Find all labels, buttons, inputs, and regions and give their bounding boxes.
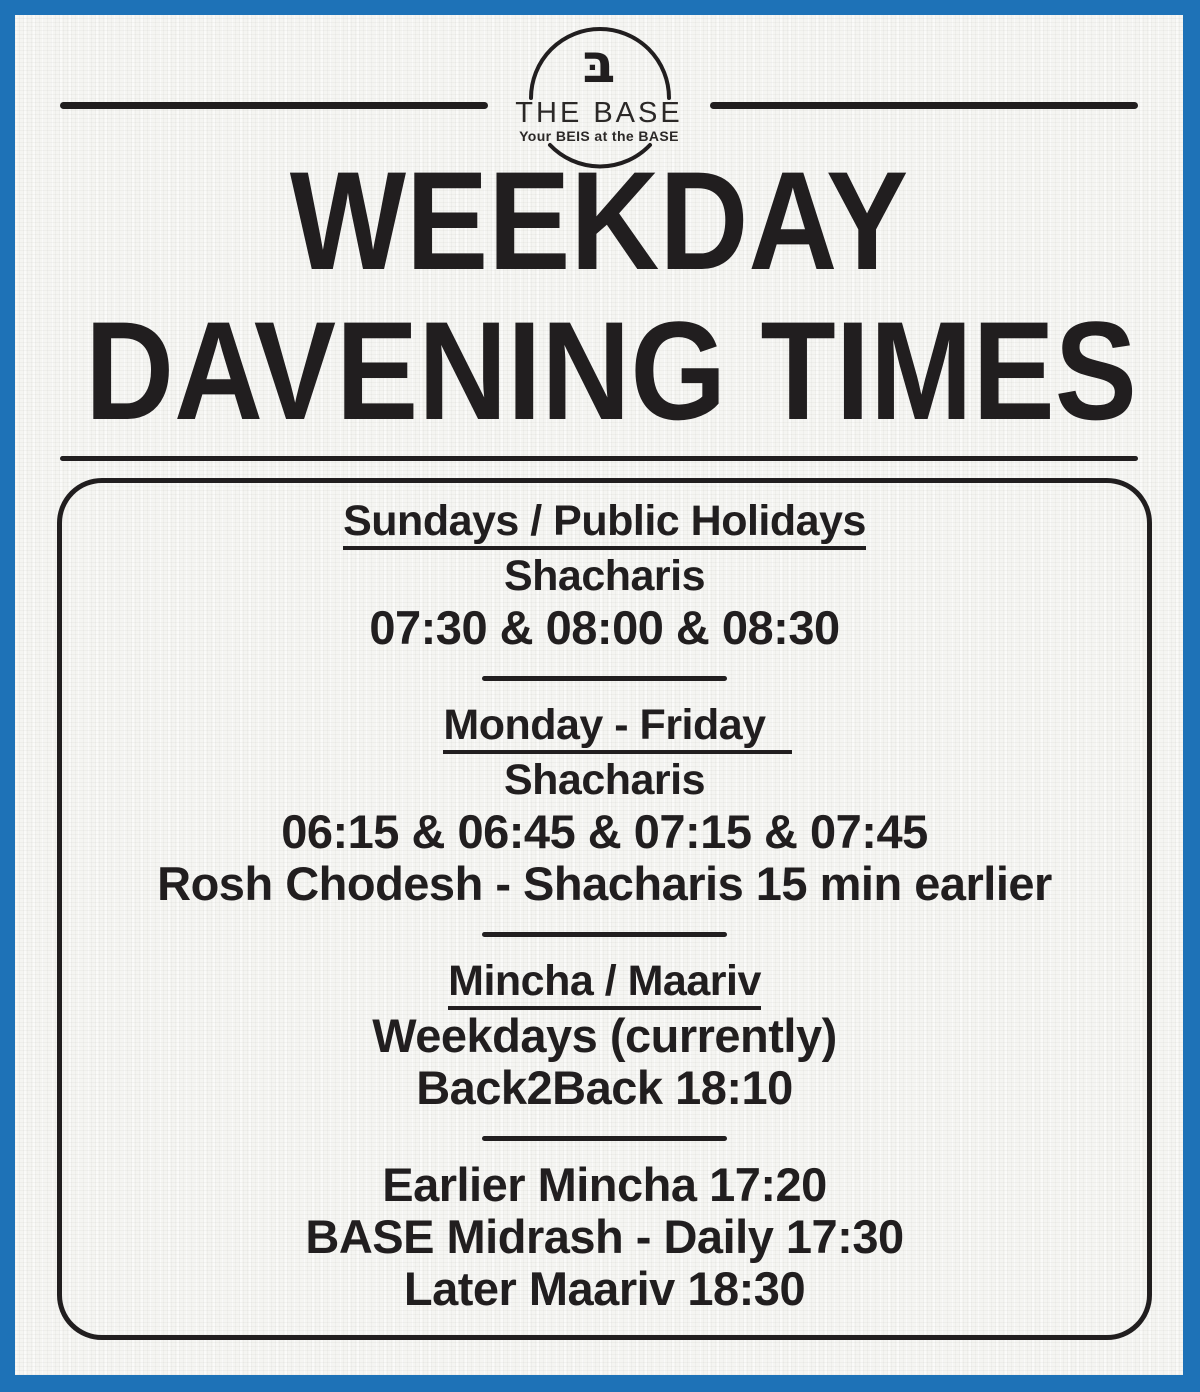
section-heading: Mincha / Maariv: [62, 955, 1147, 1010]
section-divider: [482, 932, 727, 937]
section-other-times: [62, 1159, 1147, 1315]
title-underline: [60, 456, 1138, 461]
section-monday-friday: [62, 699, 1147, 910]
section-divider: [482, 676, 727, 681]
section-heading: Monday - Friday: [62, 699, 1147, 754]
schedule-line: Earlier Mincha 17:20: [382, 1158, 827, 1212]
schedule-line: Weekdays (currently): [372, 1009, 837, 1063]
section-mincha-maariv: [62, 955, 1147, 1114]
schedule-line: Rosh Chodesh - Shacharis 15 min earlier: [157, 857, 1052, 911]
schedule-line: Shacharis: [503, 756, 706, 805]
hebrew-bet-glyph: בּ: [582, 32, 616, 95]
schedule-line: 07:30 & 08:00 & 08:30: [369, 601, 840, 655]
section-divider: [482, 1136, 727, 1141]
schedule-line: 06:15 & 06:45 & 07:15 & 07:45: [281, 805, 928, 859]
section-heading: Sundays / Public Holidays: [62, 495, 1147, 550]
schedule-line: Back2Back 18:10: [416, 1061, 793, 1115]
page-title: [15, 142, 1183, 449]
poster-paper: [15, 15, 1183, 1375]
schedule-line: Later Maariv 18:30: [403, 1262, 806, 1316]
section-sundays: [62, 495, 1147, 654]
brand-name: THE BASE: [515, 97, 683, 129]
brand-tagline: Your BEIS at the BASE: [519, 128, 679, 144]
schedule-line: Shacharis: [503, 552, 706, 601]
schedule-line: BASE Midrash - Daily 17:30: [305, 1210, 904, 1264]
title-line-1: WEEKDAY: [289, 142, 909, 299]
title-line-2: DAVENING TIMES: [85, 292, 1137, 449]
schedule-box: [57, 478, 1152, 1340]
